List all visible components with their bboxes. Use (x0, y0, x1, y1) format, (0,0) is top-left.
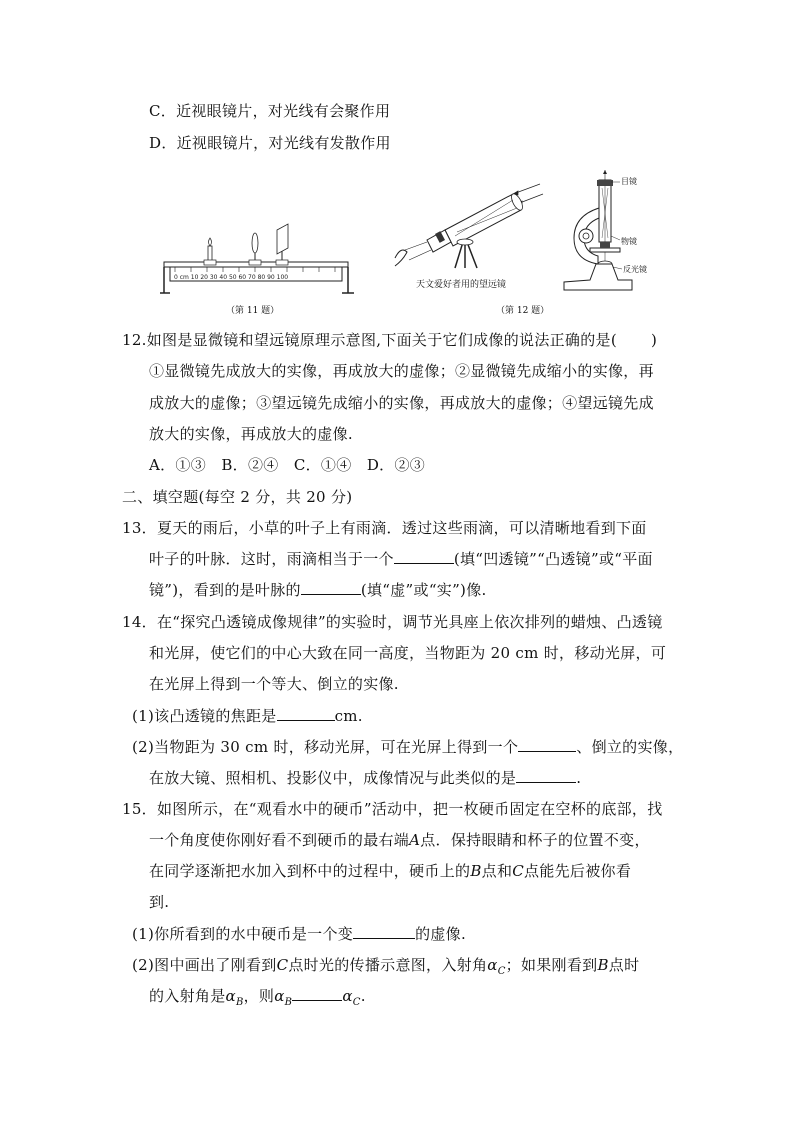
option-d: D．近视眼镜片，对光线有发散作用 (149, 134, 391, 152)
q15-blank-2[interactable] (292, 986, 342, 1001)
mirror-label: 反光镜 (623, 265, 647, 274)
q14-line2: 和光屏，使它们的中心大致在同一高度，当物距为 20 cm 时，移动光屏，可 (149, 644, 667, 662)
q12-line1: 12.如图是显微镜和望远镜原理示意图,下面关于它们成像的说法正确的是( ) (122, 331, 658, 349)
optical-bench-figure (160, 220, 355, 300)
q14-blank-2[interactable] (518, 737, 576, 752)
q15-line3: 在同学逐渐把水加入到杯中的过程中，硬币上的B点和C点能先后被你看 (149, 862, 632, 880)
objective-label: 物镜 (621, 237, 637, 246)
microscope-figure (560, 168, 660, 296)
q15-sub2-cont: 的入射角是$\alpha_B$，则$\alpha_B$ $\alpha_C$. (149, 987, 366, 1008)
q12-line3: 成放大的虚像；③望远镜先成缩小的实像，再成放大的虚像；④望远镜先成 (149, 394, 654, 412)
section2-title: 二、填空题(每空 2 分，共 20 分) (122, 488, 353, 506)
q14-line3: 在光屏上得到一个等大、倒立的实像. (149, 675, 399, 693)
fig11-caption: （第 11 题） (226, 306, 280, 316)
q15-line4: 到. (149, 893, 170, 911)
q14-line1: 14．在“探究凸透镜成像规律”的实验时，调节光具座上依次排列的蜡烛、凸透镜 (122, 613, 663, 631)
q14-blank-1[interactable] (277, 706, 335, 721)
q15-line2: 一个角度使你刚好看不到硬币的最右端A点．保持眼睛和杯子的位置不变， (149, 831, 650, 849)
eyepiece-label: 目镜 (621, 177, 637, 186)
q12-options: A．①③ B．②④ C．①④ D．②③ (149, 456, 426, 474)
q15-sub1: (1)你所看到的水中硬币是一个变 的虚像. (132, 925, 467, 943)
telescope-figure (385, 180, 545, 275)
q13-line1: 13．夏天的雨后，小草的叶子上有雨滴．透过这些雨滴，可以清晰地看到下面 (122, 519, 647, 537)
q13-blank-2[interactable] (301, 580, 361, 595)
q15-line1: 15．如图所示，在“观看水中的硬币”活动中，把一枚硬币固定在空杯的底部，找 (122, 800, 663, 818)
q12-line4: 放大的实像，再成放大的虚像. (149, 425, 353, 443)
q12-line2: ①显微镜先成放大的实像，再成放大的虚像；②显微镜先成缩小的实像，再 (149, 362, 654, 380)
q13-line2: 叶子的叶脉．这时，雨滴相当于一个 (填“凹透镜”“凸透镜”或“平面 (149, 550, 653, 568)
q14-sub2-cont: 在放大镜、照相机、投影仪中，成像情况与此类似的是 . (149, 769, 582, 787)
q14-sub1: (1)该凸透镜的焦距是 cm. (132, 707, 363, 725)
q13-blank-1[interactable] (394, 549, 454, 564)
q15-blank-1[interactable] (353, 924, 415, 939)
option-c: C．近视眼镜片，对光线有会聚作用 (149, 102, 391, 120)
q13-line3: 镜”)，看到的是叶脉的 (填“虚”或“实”)像. (149, 581, 487, 599)
q15-sub2: (2)图中画出了刚看到C点时光的传播示意图，入射角$\alpha_C$；如果刚看到B点时 (132, 956, 640, 977)
q14-blank-3[interactable] (516, 768, 576, 783)
telescope-caption: 天文爱好者用的望远镜 (416, 280, 507, 290)
ruler-label: 0 cm 10 20 30 40 50 60 70 80 90 100 (174, 274, 289, 281)
q14-sub2: (2)当物距为 30 cm 时，移动光屏，可在光屏上得到一个 、倒立的实像， (132, 738, 684, 756)
fig12-caption: （第 12 题） (496, 306, 550, 316)
